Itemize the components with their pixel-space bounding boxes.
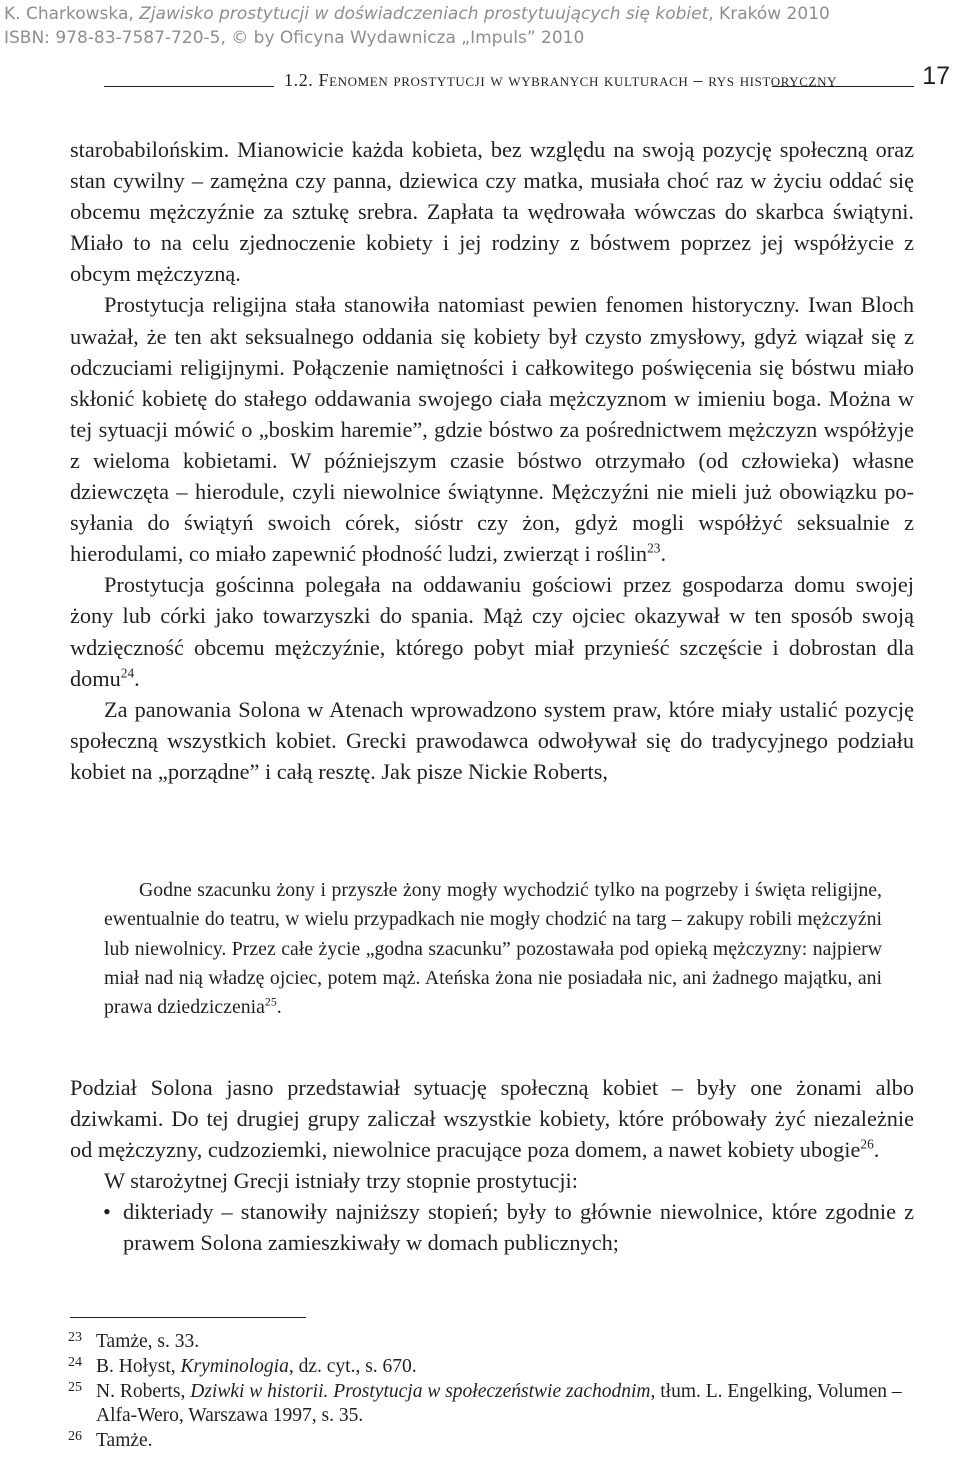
list-item-text: dikteriady – stanowiły najniższy stopień; były to głównie niewolnice, które zgodnie z prawem Solona zamieszkiwały w domach publicznych; — [123, 1199, 914, 1256]
footnote-text-end: , dz. cyt., s. 670. — [288, 1355, 417, 1377]
footnote-text: N. Roberts, — [96, 1380, 191, 1402]
footnotes — [70, 1330, 914, 1454]
footnote-ref-26: 26 — [860, 1136, 874, 1152]
page-number: 17 — [922, 62, 950, 90]
paragraph-1: starobabilońskim. Mianowicie każda kobieta, bez względu na swoją pozycję społeczną oraz stan cywilny – zamężna czy panna, dziewica czy matka, musiała choć raz w życiu oddać się obcemu mężczyźnie za sztukę srebra. Zapłata ta wędrowała wówczas do skarbca świątyni. Miało to na celu zjednoczenie kobiety i jej rodziny z bóstwem poprzez jej współżycie z obcym mężczyzną. — [70, 137, 914, 287]
footnote-number: 26 — [68, 1429, 82, 1445]
block-quote-body: Godne szacunku żony i przyszłe żony mogły wychodzić tylko na pogrzeby i święta religijne, ewentualnie do teatru, w wielu przypadkach nie mogły chodzić na targ – zakupy robili mężczyźni lub niewolnicy. Przez całe życie „godna szacunku” pozostawała pod opieką mężczyzny: najpierw miał nad nią władzę ojciec, potem mąż. Ateńska żona nie posiadała nic, ani żadnego majątku, ani prawa dziedziczenia — [104, 879, 882, 1019]
running-head-section-title: 1.2. Fenomen prostytucji w wybranych kulturach – rys historyczny — [284, 70, 838, 90]
running-head-rule-right — [772, 86, 914, 87]
main-text — [70, 134, 914, 787]
footnote-26 — [70, 1429, 914, 1454]
footnote-number: 23 — [68, 1330, 82, 1345]
footnote-text-end: , tłum. L. Engelking, Volumen – Alfa-Wero, Warszawa 1997, s. 35. — [96, 1380, 902, 1427]
footnote-number: 24 — [68, 1354, 82, 1370]
copyright-watermark — [4, 2, 830, 50]
paragraph-3 — [70, 569, 914, 693]
footnote-text: Tamże. — [96, 1430, 153, 1452]
running-head — [70, 62, 950, 94]
watermark-place: , Kraków 2010 — [708, 4, 830, 24]
footnote-separator — [70, 1317, 306, 1318]
footnote-25 — [70, 1380, 914, 1430]
footnote-23 — [70, 1330, 914, 1355]
block-quote — [104, 876, 882, 1022]
block-quote-end: . — [276, 996, 282, 1019]
paragraph-2-end: . — [660, 541, 667, 567]
block-quote-text — [104, 876, 882, 1022]
bullet-list — [70, 1196, 914, 1258]
watermark-line-2: ISBN: 978-83-7587-720-5, © by Oficyna Wydawnicza „Impuls” 2010 — [4, 28, 585, 48]
footnote-text: Tamże, s. 33. — [96, 1331, 200, 1352]
paragraph-5 — [70, 1072, 914, 1165]
running-head-rule-left — [104, 86, 274, 87]
footnote-ref-25: 25 — [264, 994, 277, 1009]
watermark-author: K. Charkowska, — [4, 4, 140, 24]
bullet-icon: • — [103, 1199, 111, 1225]
list-item — [70, 1196, 914, 1258]
paragraph-4: Za panowania Solona w Atenach wprowadzono system praw, które miały ustalić pozycję społeczną wszystkich kobiet. Grecki prawodawca odwoływał się do tradycyjnego podziału kobiet na „porządne” i całą resztę. Jak pisze Nickie Roberts, — [70, 696, 914, 784]
footnote-ref-23: 23 — [647, 540, 661, 556]
watermark-line-1 — [4, 2, 830, 26]
paragraph-5-end: . — [873, 1137, 880, 1163]
footnote-number: 25 — [68, 1379, 82, 1395]
watermark-book-title: Zjawisko prostytucji w doświadczeniach prostytuujących się kobiet — [139, 4, 709, 24]
main-text-continued — [70, 1072, 914, 1259]
footnote-title: Dziwki w historii. Prostytucja w społeczeństwie zachodnim — [190, 1380, 651, 1402]
footnote-24 — [70, 1355, 914, 1380]
footnote-text: B. Hołyst, — [96, 1355, 181, 1377]
paragraph-3-text: Prostytucja gościnna polegała na oddawaniu gościowi przez gospodarza domu swojej żony lub córki jako towarzyszki do spania. Mąż czy ojciec okazywał w ten sposób swoją wdzięczność obcemu mężczyźnie, którego pobyt miał przynieść szczęście i dobrostan dla domu — [70, 572, 914, 691]
paragraph-5-text: Podział Solona jasno przedstawiał sytuację społeczną kobiet – były one żonami albo dziwkami. Do tej drugiej grupy zaliczał wszystkie kobiety, które próbowały żyć niezależnie od mężczyzny, cudzoziemki, niewolnice pracujące poza domem, a nawet kobiety ubogie — [70, 1075, 914, 1163]
paragraph-2 — [70, 289, 914, 569]
paragraph-2-text: Prostytucja religijna stała stanowiła natomiast pewien fenomen historyczny. Iwan Bloch uważał, że ten akt seksualnego oddania się kobiety był czysto zmysłowy, gdyż wiązał się z odczuciami religijnymi. Połączenie namiętności i całkowitego poświęcenia się bóstwu miało skłonić kobietę do stałego oddawania swojego ciała mężczyznom w imieniu boga. Można w tej sytuacji mówić o „boskim haremie”, gdzie bóstwo za pośrednictwem mężczyzn współżyje z wieloma kobietami. W późniejszym czasie bóstwo otrzymało (od człowieka) własne dziewczęta – hierodule, czyli niewolnice świątynne. Mężczyźni nie mieli już obowiązku posyłania do świątyń swoich córek, sióstr czy żon, gdyż mogli współżyć seksualnie z hierodulami, co miało zapewnić płodność ludzi, zwierząt i roślin — [70, 292, 914, 567]
footnote-title: Kryminologia — [180, 1355, 289, 1377]
paragraph-3-end: . — [134, 665, 140, 691]
paragraph-6: W starożytnej Grecji istniały trzy stopnie prostytucji: — [104, 1168, 578, 1194]
footnote-ref-24: 24 — [120, 665, 135, 681]
